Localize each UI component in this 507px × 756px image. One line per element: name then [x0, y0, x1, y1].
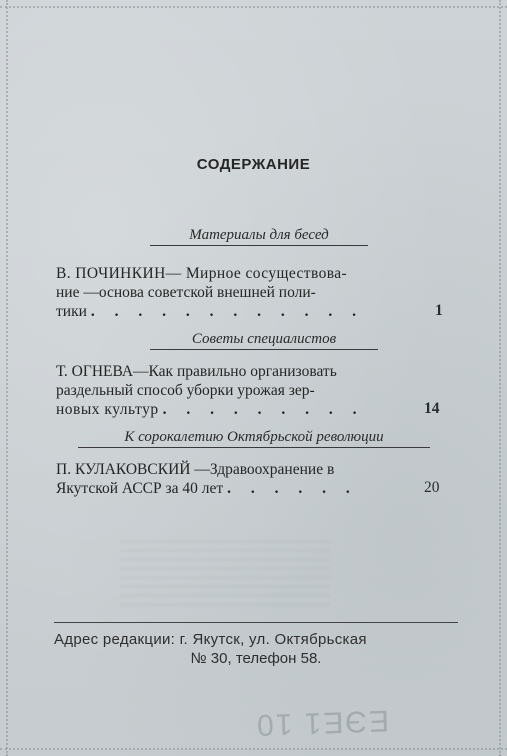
- page-title: СОДЕРЖАНИЕ: [196, 156, 311, 173]
- entry-line-text: Якутской АССР за 40 лет: [56, 480, 224, 497]
- toc-entry-kulakovsky: [56, 460, 456, 498]
- entry-line-last: [56, 400, 456, 419]
- section-heading-materials: Материалы для бесед: [150, 226, 368, 246]
- entry-line: П. КУЛАКОВСКИЙ —Здравоохранение в: [56, 461, 335, 478]
- dot-leader: . . . . . . . . .: [162, 401, 365, 418]
- toc-entry-pochinkin: [56, 264, 456, 321]
- address-line-1: Адрес редакции: г. Якутск, ул. Октябрьская: [54, 631, 367, 648]
- section-heading-advice: Советы специалистов: [150, 330, 378, 350]
- faded-stamp: ЕЭЕ1 10: [254, 703, 390, 742]
- entry-line: Т. ОГНЕВА—Как правильно организовать: [56, 363, 337, 380]
- toc-entry-ogneva: [56, 362, 456, 419]
- address-line-2: № 30, телефон 58.: [190, 650, 322, 667]
- perforation-right: [499, 0, 507, 756]
- footer-rule: [54, 622, 458, 623]
- page-number: 20: [424, 479, 440, 496]
- entry-line-text: тики: [56, 303, 87, 320]
- perforation-bottom: [0, 748, 507, 756]
- page-number: 1: [435, 302, 443, 319]
- page-number: 14: [424, 400, 440, 417]
- entry-line: ние —основа советской внешней поли-: [56, 284, 316, 301]
- dot-leader: . . . . . .: [227, 480, 358, 497]
- entry-line: В. ПОЧИНКИН— Мирное сосуществова-: [56, 265, 348, 282]
- show-through-bleed: [120, 540, 330, 610]
- section-heading-anniversary: К сорокалетию Октябрьской революции: [78, 428, 430, 448]
- entry-line-text: новых культур: [56, 401, 159, 418]
- entry-line-last: [56, 479, 456, 498]
- dot-leader: . . . . . . . . . . . .: [90, 303, 365, 320]
- entry-line-last: [56, 302, 456, 321]
- perforation-left: [0, 0, 8, 756]
- perforation-top: [0, 0, 507, 8]
- entry-line: раздельный способ уборки урожая зер-: [56, 382, 315, 399]
- editorial-address: [54, 630, 458, 668]
